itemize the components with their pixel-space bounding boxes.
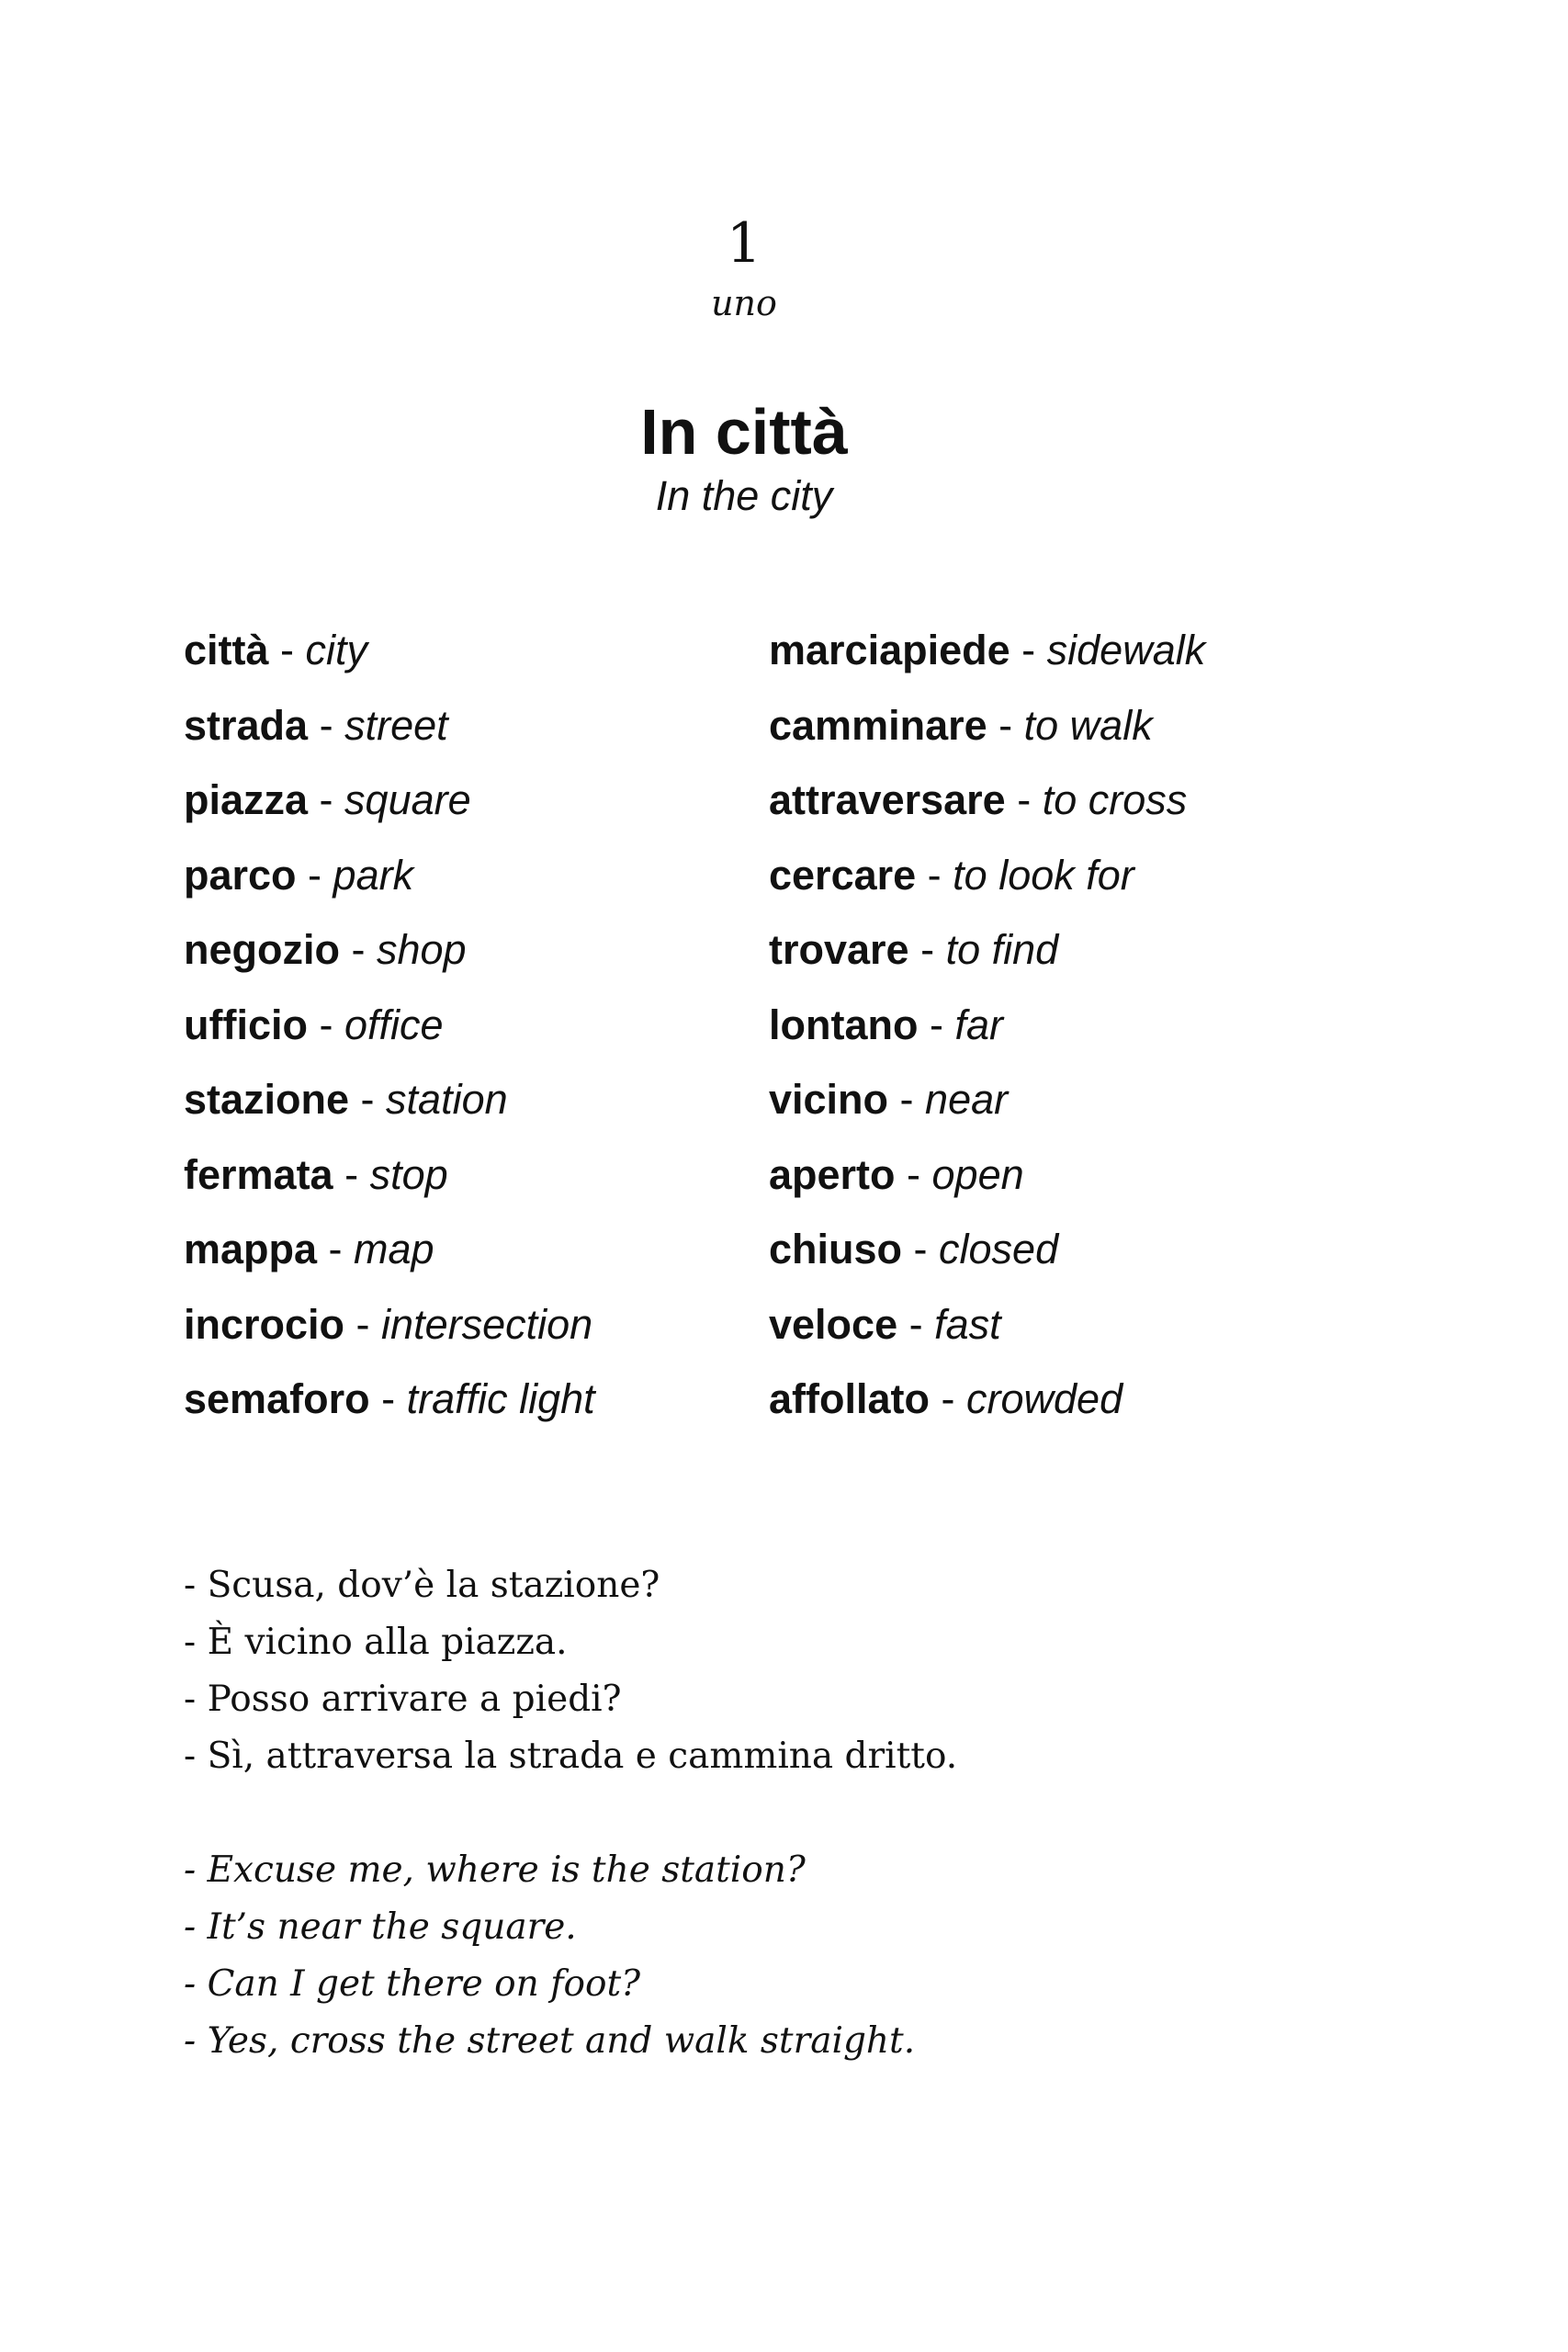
- dialogue-line: - Posso arrivare a piedi?: [184, 1679, 622, 1720]
- vocab-entry: trovare - to find: [769, 926, 1059, 973]
- vocab-italian: incrocio: [184, 1300, 345, 1348]
- vocab-italian: lontano: [769, 1001, 919, 1048]
- vocab-english: square: [344, 776, 471, 823]
- vocab-entry: mappa - map: [184, 1226, 434, 1272]
- vocab-entry: aperto - open: [769, 1150, 1024, 1198]
- chapter-title: In città: [640, 396, 848, 468]
- dialogue-line: - Can I get there on foot?: [184, 1963, 641, 2005]
- vocab-italian: camminare: [769, 701, 987, 749]
- vocab-italian: stazione: [184, 1076, 350, 1123]
- vocab-english: to walk: [1023, 701, 1153, 749]
- vocab-italian: marciapiede: [769, 627, 1010, 673]
- vocab-entry: ufficio - office: [184, 1001, 444, 1048]
- vocab-english: park: [333, 851, 414, 899]
- page-number: 1: [726, 211, 762, 276]
- vocab-english: far: [954, 1001, 1003, 1048]
- vocab-italian: cercare: [769, 851, 917, 899]
- vocabulary-right-column: [769, 617, 1205, 1442]
- vocab-italian: parco: [184, 851, 297, 899]
- vocab-english: near: [925, 1076, 1009, 1123]
- page-number-word: uno: [711, 283, 777, 323]
- dialogue-line: - Scusa, dov’è la stazione?: [184, 1565, 660, 1606]
- vocab-italian: fermata: [184, 1150, 333, 1198]
- vocab-italian: affollato: [769, 1375, 930, 1422]
- vocab-entry: piazza - square: [184, 776, 471, 823]
- chapter-subtitle: In the city: [655, 472, 833, 519]
- vocab-italian: ufficio: [184, 1001, 308, 1048]
- vocab-entry: veloce - fast: [769, 1300, 1001, 1348]
- vocab-entry: attraversare - to cross: [769, 776, 1188, 823]
- vocab-italian: semaforo: [184, 1375, 370, 1422]
- dialogue-line: - È vicino alla piazza.: [184, 1622, 568, 1663]
- vocab-entry: parco - park: [184, 851, 414, 899]
- dialogue-line: - Excuse me, where is the station?: [184, 1849, 806, 1891]
- vocab-entry: lontano - far: [769, 1001, 1003, 1048]
- vocab-english: crowded: [966, 1375, 1123, 1422]
- vocab-entry: vicino - near: [769, 1076, 1009, 1123]
- vocab-entry: fermata - stop: [184, 1150, 448, 1198]
- vocab-entry: strada - street: [184, 701, 448, 749]
- vocab-italian: negozio: [184, 926, 340, 973]
- vocab-italian: trovare: [769, 926, 909, 973]
- vocab-entry: negozio - shop: [184, 926, 467, 973]
- vocab-entry: stazione - station: [184, 1076, 508, 1123]
- dialogue-italian: [184, 1557, 957, 1785]
- vocab-italian: vicino: [769, 1076, 889, 1123]
- vocab-entry: camminare - to walk: [769, 701, 1153, 749]
- vocab-english: closed: [939, 1226, 1059, 1272]
- vocab-entry: cercare - to look for: [769, 851, 1134, 899]
- vocab-entry: chiuso - closed: [769, 1226, 1059, 1272]
- vocab-english: open: [931, 1150, 1024, 1198]
- dialogue-line: - It’s near the square.: [184, 1906, 577, 1948]
- vocab-english: office: [344, 1001, 444, 1048]
- vocab-english: intersection: [381, 1300, 593, 1348]
- vocab-italian: strada: [184, 701, 309, 749]
- vocab-english: fast: [934, 1300, 1001, 1348]
- vocab-english: to cross: [1042, 776, 1188, 823]
- vocab-italian: veloce: [769, 1300, 898, 1348]
- vocab-entry: città - city: [184, 627, 368, 673]
- dialogue-line: - Yes, cross the street and walk straight.: [184, 2020, 916, 2062]
- vocab-entry: marciapiede - sidewalk: [769, 627, 1206, 673]
- vocab-english: city: [305, 627, 368, 673]
- vocab-english: to find: [945, 926, 1059, 973]
- vocab-italian: attraversare: [769, 776, 1006, 823]
- vocab-english: to look for: [953, 851, 1134, 899]
- vocab-english: shop: [376, 926, 467, 973]
- dialogue-english: [184, 1842, 915, 2070]
- dialogue-line: - Sì, attraversa la strada e cammina dritto.: [184, 1736, 958, 1777]
- vocab-english: stop: [369, 1150, 448, 1198]
- vocab-english: traffic light: [406, 1375, 595, 1422]
- vocab-english: station: [386, 1076, 508, 1123]
- vocabulary-left-column: [184, 617, 595, 1442]
- vocab-english: street: [344, 701, 448, 749]
- vocab-entry: incrocio - intersection: [184, 1300, 593, 1348]
- vocab-italian: mappa: [184, 1226, 318, 1272]
- vocab-italian: città: [184, 627, 269, 673]
- vocab-entry: affollato - crowded: [769, 1375, 1123, 1422]
- vocab-english: sidewalk: [1046, 627, 1206, 673]
- vocab-english: map: [354, 1226, 434, 1272]
- vocab-italian: aperto: [769, 1150, 896, 1198]
- vocab-entry: semaforo - traffic light: [184, 1375, 595, 1422]
- vocab-italian: chiuso: [769, 1226, 903, 1272]
- vocab-italian: piazza: [184, 776, 309, 823]
